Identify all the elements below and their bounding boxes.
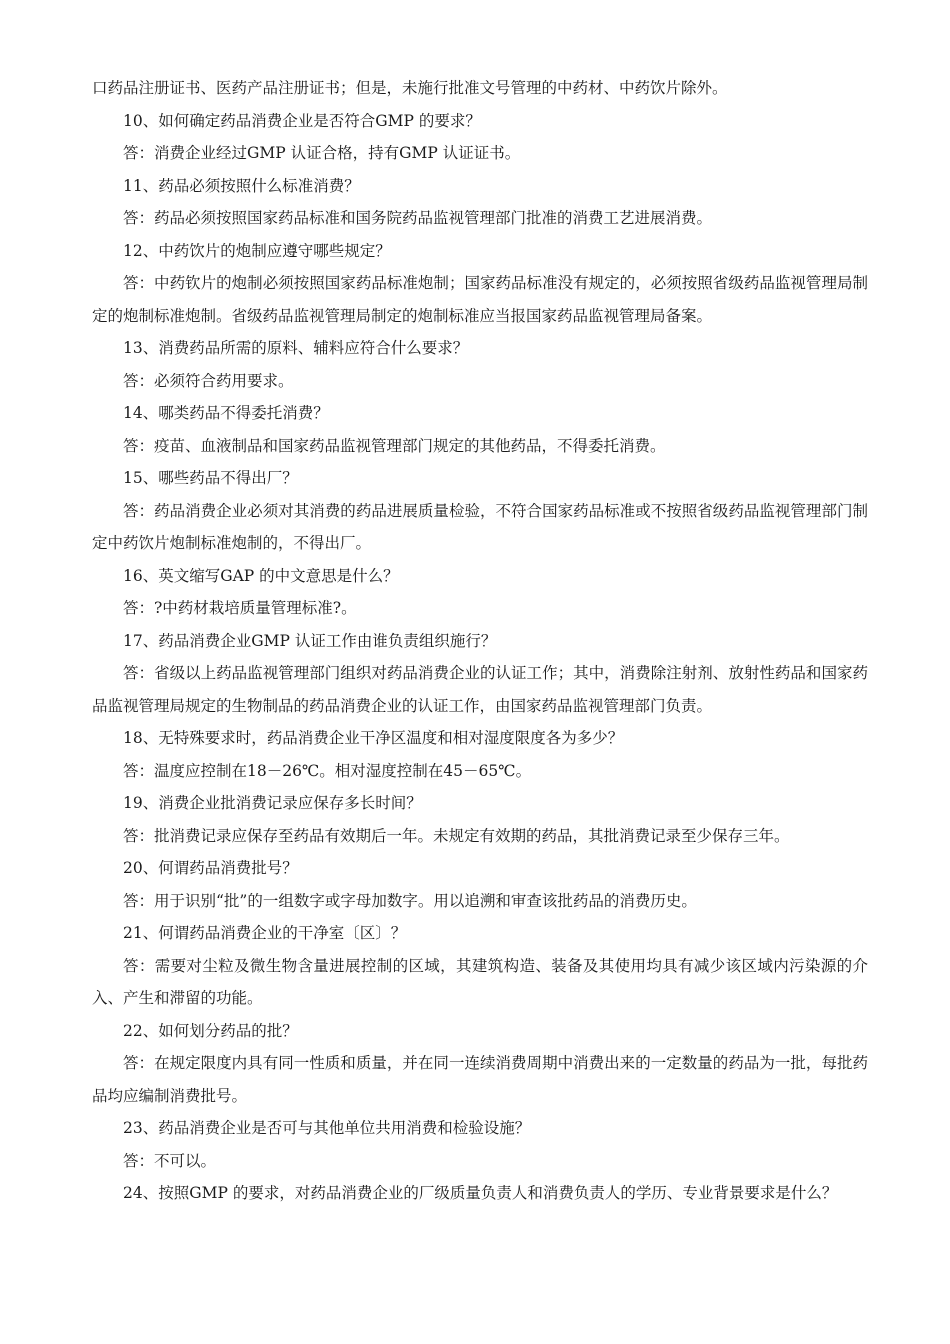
paragraph: 答：省级以上药品监视管理部门组织对药品消费企业的认证工作；其中，消费除注射剂、放射性药品和国家药品监视管理局规定的生物制品的药品消费企业的认证工作，由国家药品监视管理部门负责。: [92, 664, 868, 715]
paragraph: 答：批消费记录应保存至药品有效期后一年。未规定有效期的药品，其批消费记录至少保存三年。: [123, 826, 790, 845]
paragraph: 22、如何划分药品的批？: [123, 1021, 298, 1040]
paragraph: 答：?中药材栽培质量管理标准?。: [123, 599, 357, 617]
paragraph: 20、何谓药品消费批号？: [123, 859, 298, 877]
paragraph: 答：药品必须按照国家药品标准和国务院药品监视管理部门批准的消费工艺进展消费。: [123, 209, 713, 227]
paragraph: 答：必须符合药用要求。: [123, 371, 294, 390]
paragraph: 答：中药钦片的炮制必须按照国家药品标准炮制；国家药品标准没有规定的，必须按照省级药品监视管理局制定的炮制标准炮制。省级药品监视管理局制定的炮制标准应当报国家药品监视管理局备案。: [92, 274, 868, 325]
document-body: [92, 72, 868, 1210]
paragraph: 10、如何确定药品消费企业是否符合GMP 的要求？: [123, 111, 481, 130]
paragraph: 答：温度应控制在18－26℃。相对湿度控制在45－65℃。: [123, 761, 532, 780]
paragraph: 答：在规定限度内具有同一性质和质量，并在同一连续消费周期中消费出来的一定数量的药品为一批，每批药品均应编制消费批号。: [92, 1054, 868, 1105]
paragraph: 口药品注册证书、医药产品注册证书；但是，未施行批准文号管理的中药材、中药饮片除外。: [92, 79, 728, 97]
paragraph: 18、无特殊要求时，药品消费企业干净区温度和相对湿度限度各为多少？: [123, 729, 624, 747]
paragraph: 17、药品消费企业GMP 认证工作由谁负责组织施行？: [123, 631, 497, 650]
paragraph: 16、英文缩写GAP 的中文意思是什么？: [123, 566, 399, 585]
paragraph: 答：疫苗、血液制品和国家药品监视管理部门规定的其他药品，不得委托消费。: [123, 436, 666, 455]
paragraph: 答：用于识别“批”的一组数字或字母加数字。用以追溯和审查该批药品的消费历史。: [123, 891, 697, 910]
paragraph: 19、消费企业批消费记录应保存多长时间？: [123, 794, 422, 812]
paragraph: 11、药品必须按照什么标准消费？: [123, 176, 360, 195]
paragraph: 13、消费药品所需的原料、辅料应符合什么要求？: [123, 339, 469, 357]
paragraph: 15、哪些药品不得出厂？: [123, 469, 298, 487]
paragraph: 21、何谓药品消费企业的干净室〔区〕？: [123, 924, 407, 942]
paragraph: 12、中药饮片的炮制应遵守哪些规定？: [123, 241, 391, 260]
paragraph: 23、药品消费企业是否可与其他单位共用消费和检验设施？: [123, 1119, 531, 1137]
paragraph: 24、按照GMP 的要求，对药品消费企业的厂级质量负责人和消费负责人的学历、专业背景要求是什么？: [123, 1184, 838, 1202]
paragraph: 答：药品消费企业必须对其消费的药品进展质量检验，不符合国家药品标准或不按照省级药品监视管理部门制定中药饮片炮制标准炮制的，不得出厂。: [92, 501, 868, 552]
paragraph: 答：消费企业经过GMP 认证合格，持有GMP 认证证书。: [123, 144, 521, 162]
paragraph: 14、哪类药品不得委托消费？: [123, 404, 329, 422]
paragraph: 答：需要对尘粒及微生物含量进展控制的区域，其建筑构造、装备及其使用均具有减少该区域内污染源的介入、产生和滞留的功能。: [92, 956, 868, 1007]
paragraph: 答：不可以。: [123, 1151, 217, 1170]
